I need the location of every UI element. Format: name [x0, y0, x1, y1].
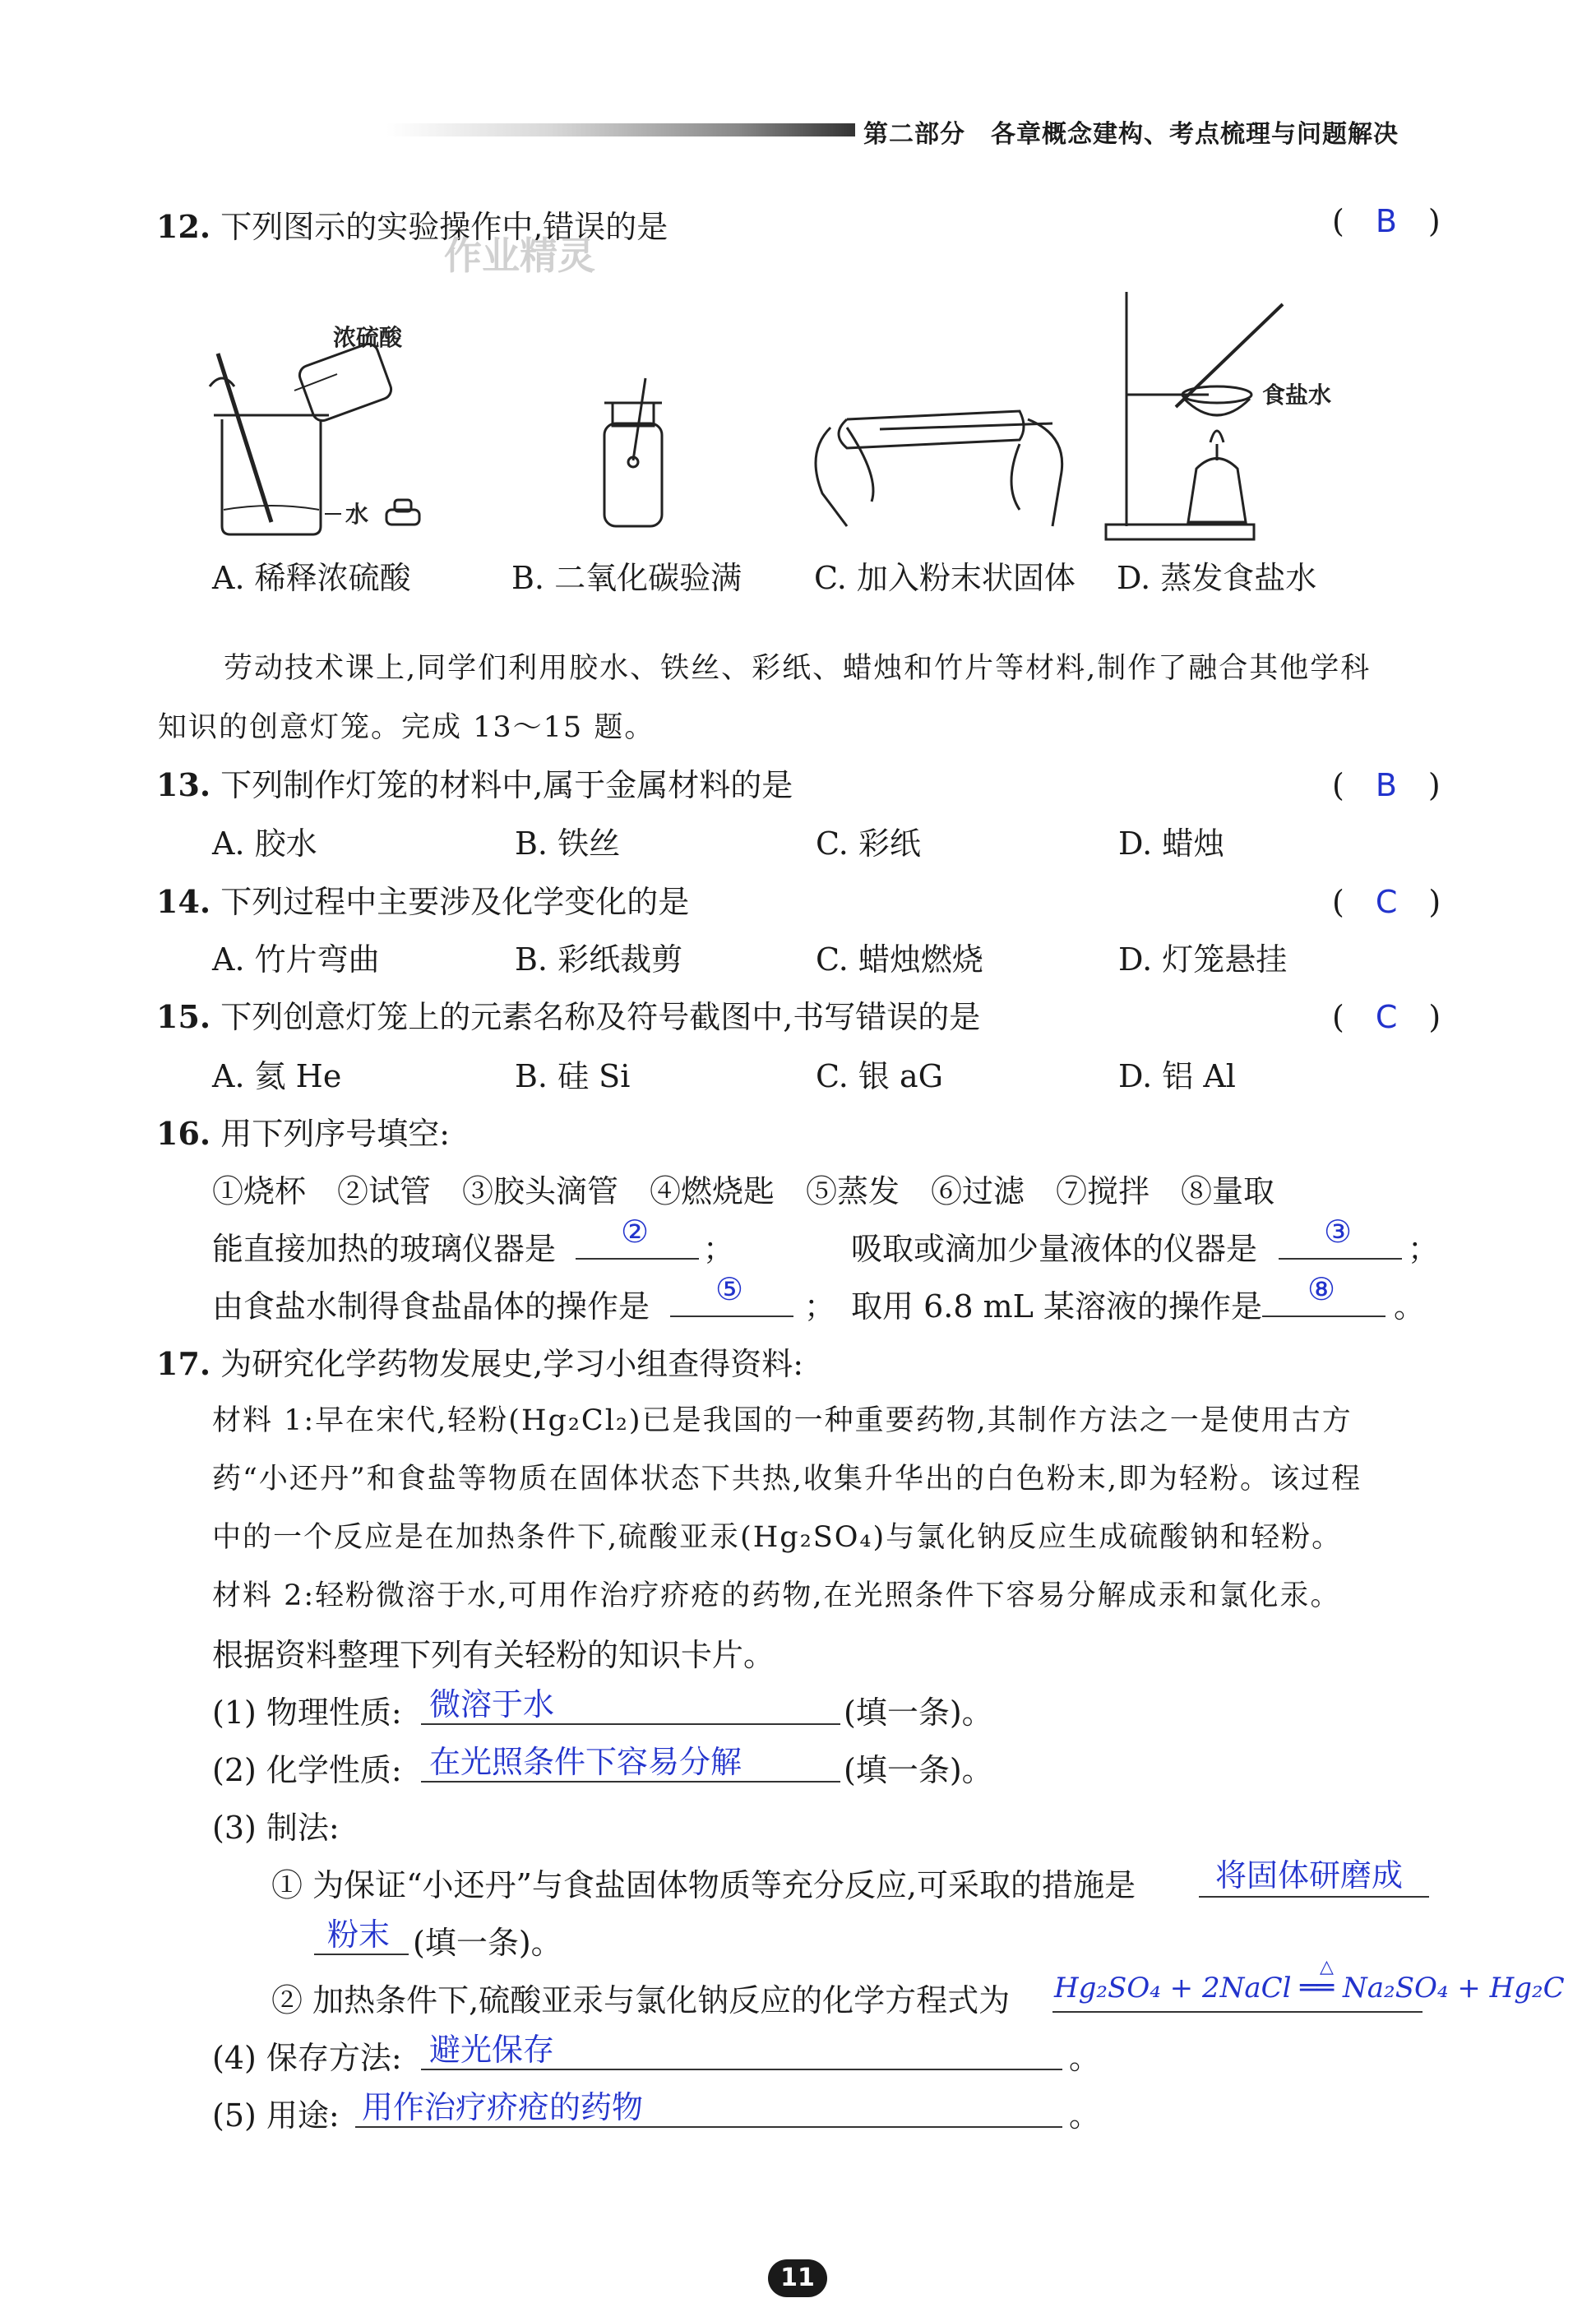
- q16-s1: 能直接加热的玻璃仪器是: [212, 1231, 557, 1267]
- q12-number: 12.: [156, 208, 211, 245]
- q17-text: 为研究化学药物发展史,学习小组查得资料:: [220, 1346, 804, 1382]
- q16-answer-4: ⑧: [1307, 1271, 1336, 1307]
- q14-number: 14.: [156, 883, 211, 920]
- page-number: 11: [768, 2259, 827, 2297]
- passage-line-1: 劳动技术课上,同学们利用胶水、铁丝、彩纸、蜡烛和竹片等材料,制作了融合其他学科: [224, 652, 1372, 685]
- q13-option-a: A. 胶水: [212, 825, 317, 862]
- q15-option-c: C. 银 aG: [816, 1058, 943, 1094]
- q15-answer: C: [1375, 999, 1398, 1035]
- q13-number: 13.: [156, 766, 211, 803]
- q14-text: 下列过程中主要涉及化学变化的是: [220, 884, 690, 920]
- q15-number: 15.: [156, 998, 211, 1035]
- q16-semicolon-2: ；: [1408, 1231, 1440, 1267]
- q15-answer-box: ( C ): [1332, 999, 1441, 1035]
- q17-end-4: 。: [1069, 2040, 1101, 2076]
- q12-answer-box: ( B ): [1332, 203, 1441, 239]
- q17-answer-2: 在光照条件下容易分解: [429, 1744, 742, 1780]
- q15-option-a: A. 氦 He: [212, 1058, 342, 1094]
- q15-option-d: D. 铝 Al: [1118, 1058, 1236, 1094]
- q16-s4: 取用 6.8 mL 某溶液的操作是: [851, 1288, 1262, 1325]
- q17-fill-3: (填一条)。: [413, 1925, 562, 1961]
- figure-d-evaporation: [1106, 292, 1283, 539]
- q14-option-a: A. 竹片弯曲: [212, 941, 380, 978]
- q17-p5-label: (5) 用途:: [212, 2097, 340, 2134]
- q17-answer-5: 用作治疗疥疮的药物: [362, 2089, 644, 2125]
- q17-p2-label: (2) 化学性质:: [212, 1752, 402, 1788]
- q13-option-d: D. 蜡烛: [1118, 825, 1225, 862]
- q16-end-4: 。: [1394, 1288, 1426, 1325]
- q15-stem: [156, 992, 980, 1037]
- q17-number: 17.: [156, 1345, 211, 1382]
- figure-a-dilute-acid: [210, 341, 419, 534]
- q12-text: 下列图示的实验操作中,错误的是: [220, 209, 668, 245]
- q17-fill-1: (填一条)。: [844, 1695, 993, 1731]
- q12-figures: [197, 288, 1365, 551]
- q17-fill-2: (填一条)。: [844, 1752, 993, 1788]
- q13-answer: B: [1375, 767, 1397, 803]
- q17-answer-4: 避光保存: [429, 2032, 555, 2068]
- q13-stem: [156, 760, 793, 805]
- q16-semicolon-3: ；: [804, 1288, 836, 1325]
- q16-semicolon-1: ；: [703, 1231, 735, 1267]
- q17-p1-label: (1) 物理性质:: [212, 1695, 402, 1731]
- watermark: 作业精灵: [444, 234, 595, 278]
- q17-answer-1: 微溶于水: [429, 1686, 555, 1722]
- q17-end-5: 。: [1069, 2097, 1101, 2134]
- header-bar: [386, 123, 855, 136]
- q17-p3-2: ② 加热条件下,硫酸亚汞与氯化钠反应的化学方程式为: [271, 1982, 1011, 2018]
- q16-answer-3: ⑤: [715, 1271, 744, 1307]
- q12-option-d: D. 蒸发食盐水: [1117, 560, 1317, 596]
- q12-option-c: C. 加入粉末状固体: [814, 560, 1076, 596]
- q12-option-a: A. 稀释浓硫酸: [212, 560, 411, 596]
- q16-answer-2: ③: [1324, 1214, 1353, 1250]
- q13-option-b: B. 铁丝: [515, 825, 621, 862]
- q17-answer-3b: 粉末: [327, 1917, 391, 1953]
- q14-answer: C: [1375, 884, 1398, 920]
- q14-option-c: C. 蜡烛燃烧: [816, 941, 983, 978]
- q13-option-c: C. 彩纸: [816, 825, 921, 862]
- q15-text: 下列创意灯笼上的元素名称及符号截图中,书写错误的是: [220, 999, 981, 1035]
- q17-p3-label: (3) 制法:: [212, 1810, 340, 1846]
- q14-option-d: D. 灯笼悬挂: [1118, 941, 1288, 978]
- q16-items: ①烧杯 ②试管 ③胶头滴管 ④燃烧匙 ⑤蒸发 ⑥过滤 ⑦搅拌 ⑧量取: [212, 1173, 1275, 1209]
- q17-answer-equation: Hg₂SO₄ + 2NaCl ══ Na₂SO₄ + Hg₂C: [1054, 1972, 1565, 2005]
- q17-material1-line3: 中的一个反应是在加热条件下,硫酸亚汞(Hg₂SO₄)与氯化钠反应生成硫酸钠和轻粉。: [212, 1521, 1343, 1554]
- q14-answer-box: ( C ): [1332, 884, 1441, 920]
- q16-text: 用下列序号填空:: [220, 1116, 451, 1152]
- label-salt-water: 食盐水: [1262, 381, 1332, 409]
- q17-heat-symbol: △: [1320, 1957, 1334, 1977]
- q17-answer-3a: 将固体研磨成: [1215, 1857, 1404, 1894]
- q12-option-b: B. 二氧化碳验满: [511, 560, 742, 596]
- q17-stem: [156, 1339, 803, 1384]
- label-water: 水: [345, 501, 369, 528]
- q13-answer-box: ( B ): [1332, 767, 1441, 803]
- q16-s2: 吸取或滴加少量液体的仪器是: [851, 1231, 1258, 1267]
- q14-option-b: B. 彩纸裁剪: [515, 941, 683, 978]
- label-acid: 浓硫酸: [333, 324, 403, 351]
- q17-material1-line2: 药“小还丹”和食盐等物质在固体状态下共热,收集升华出的白色粉末,即为轻粉。该过程: [212, 1463, 1362, 1496]
- q16-stem: [156, 1108, 450, 1154]
- q15-option-b: B. 硅 Si: [515, 1058, 631, 1094]
- q12-answer: B: [1375, 203, 1397, 239]
- header-title: 第二部分 各章概念建构、考点梳理与问题解决: [863, 120, 1399, 149]
- figure-b-gas-bottle: [604, 378, 662, 526]
- q13-text: 下列制作灯笼的材料中,属于金属材料的是: [220, 767, 793, 803]
- q16-number: 16.: [156, 1115, 211, 1152]
- q17-material1-line1: 材料 1:早在宋代,轻粉(Hg₂Cl₂)已是我国的一种重要药物,其制作方法之一是使用古方: [212, 1404, 1353, 1437]
- q14-stem: [156, 876, 689, 922]
- q17-p4-label: (4) 保存方法:: [212, 2040, 402, 2076]
- passage-line-2: 知识的创意灯笼。完成 13～15 题。: [158, 711, 655, 744]
- q16-answer-1: ②: [621, 1214, 650, 1250]
- figure-c-test-tube: [816, 411, 1062, 526]
- q17-p3-1: ① 为保证“小还丹”与食盐固体物质等充分反应,可采取的措施是: [271, 1867, 1136, 1903]
- q17-intro: 根据资料整理下列有关轻粉的知识卡片。: [212, 1637, 775, 1673]
- q17-material2: 材料 2:轻粉微溶于水,可用作治疗疥疮的药物,在光照条件下容易分解成汞和氯化汞。: [212, 1579, 1341, 1612]
- q16-s3: 由食盐水制得食盐晶体的操作是: [212, 1288, 650, 1325]
